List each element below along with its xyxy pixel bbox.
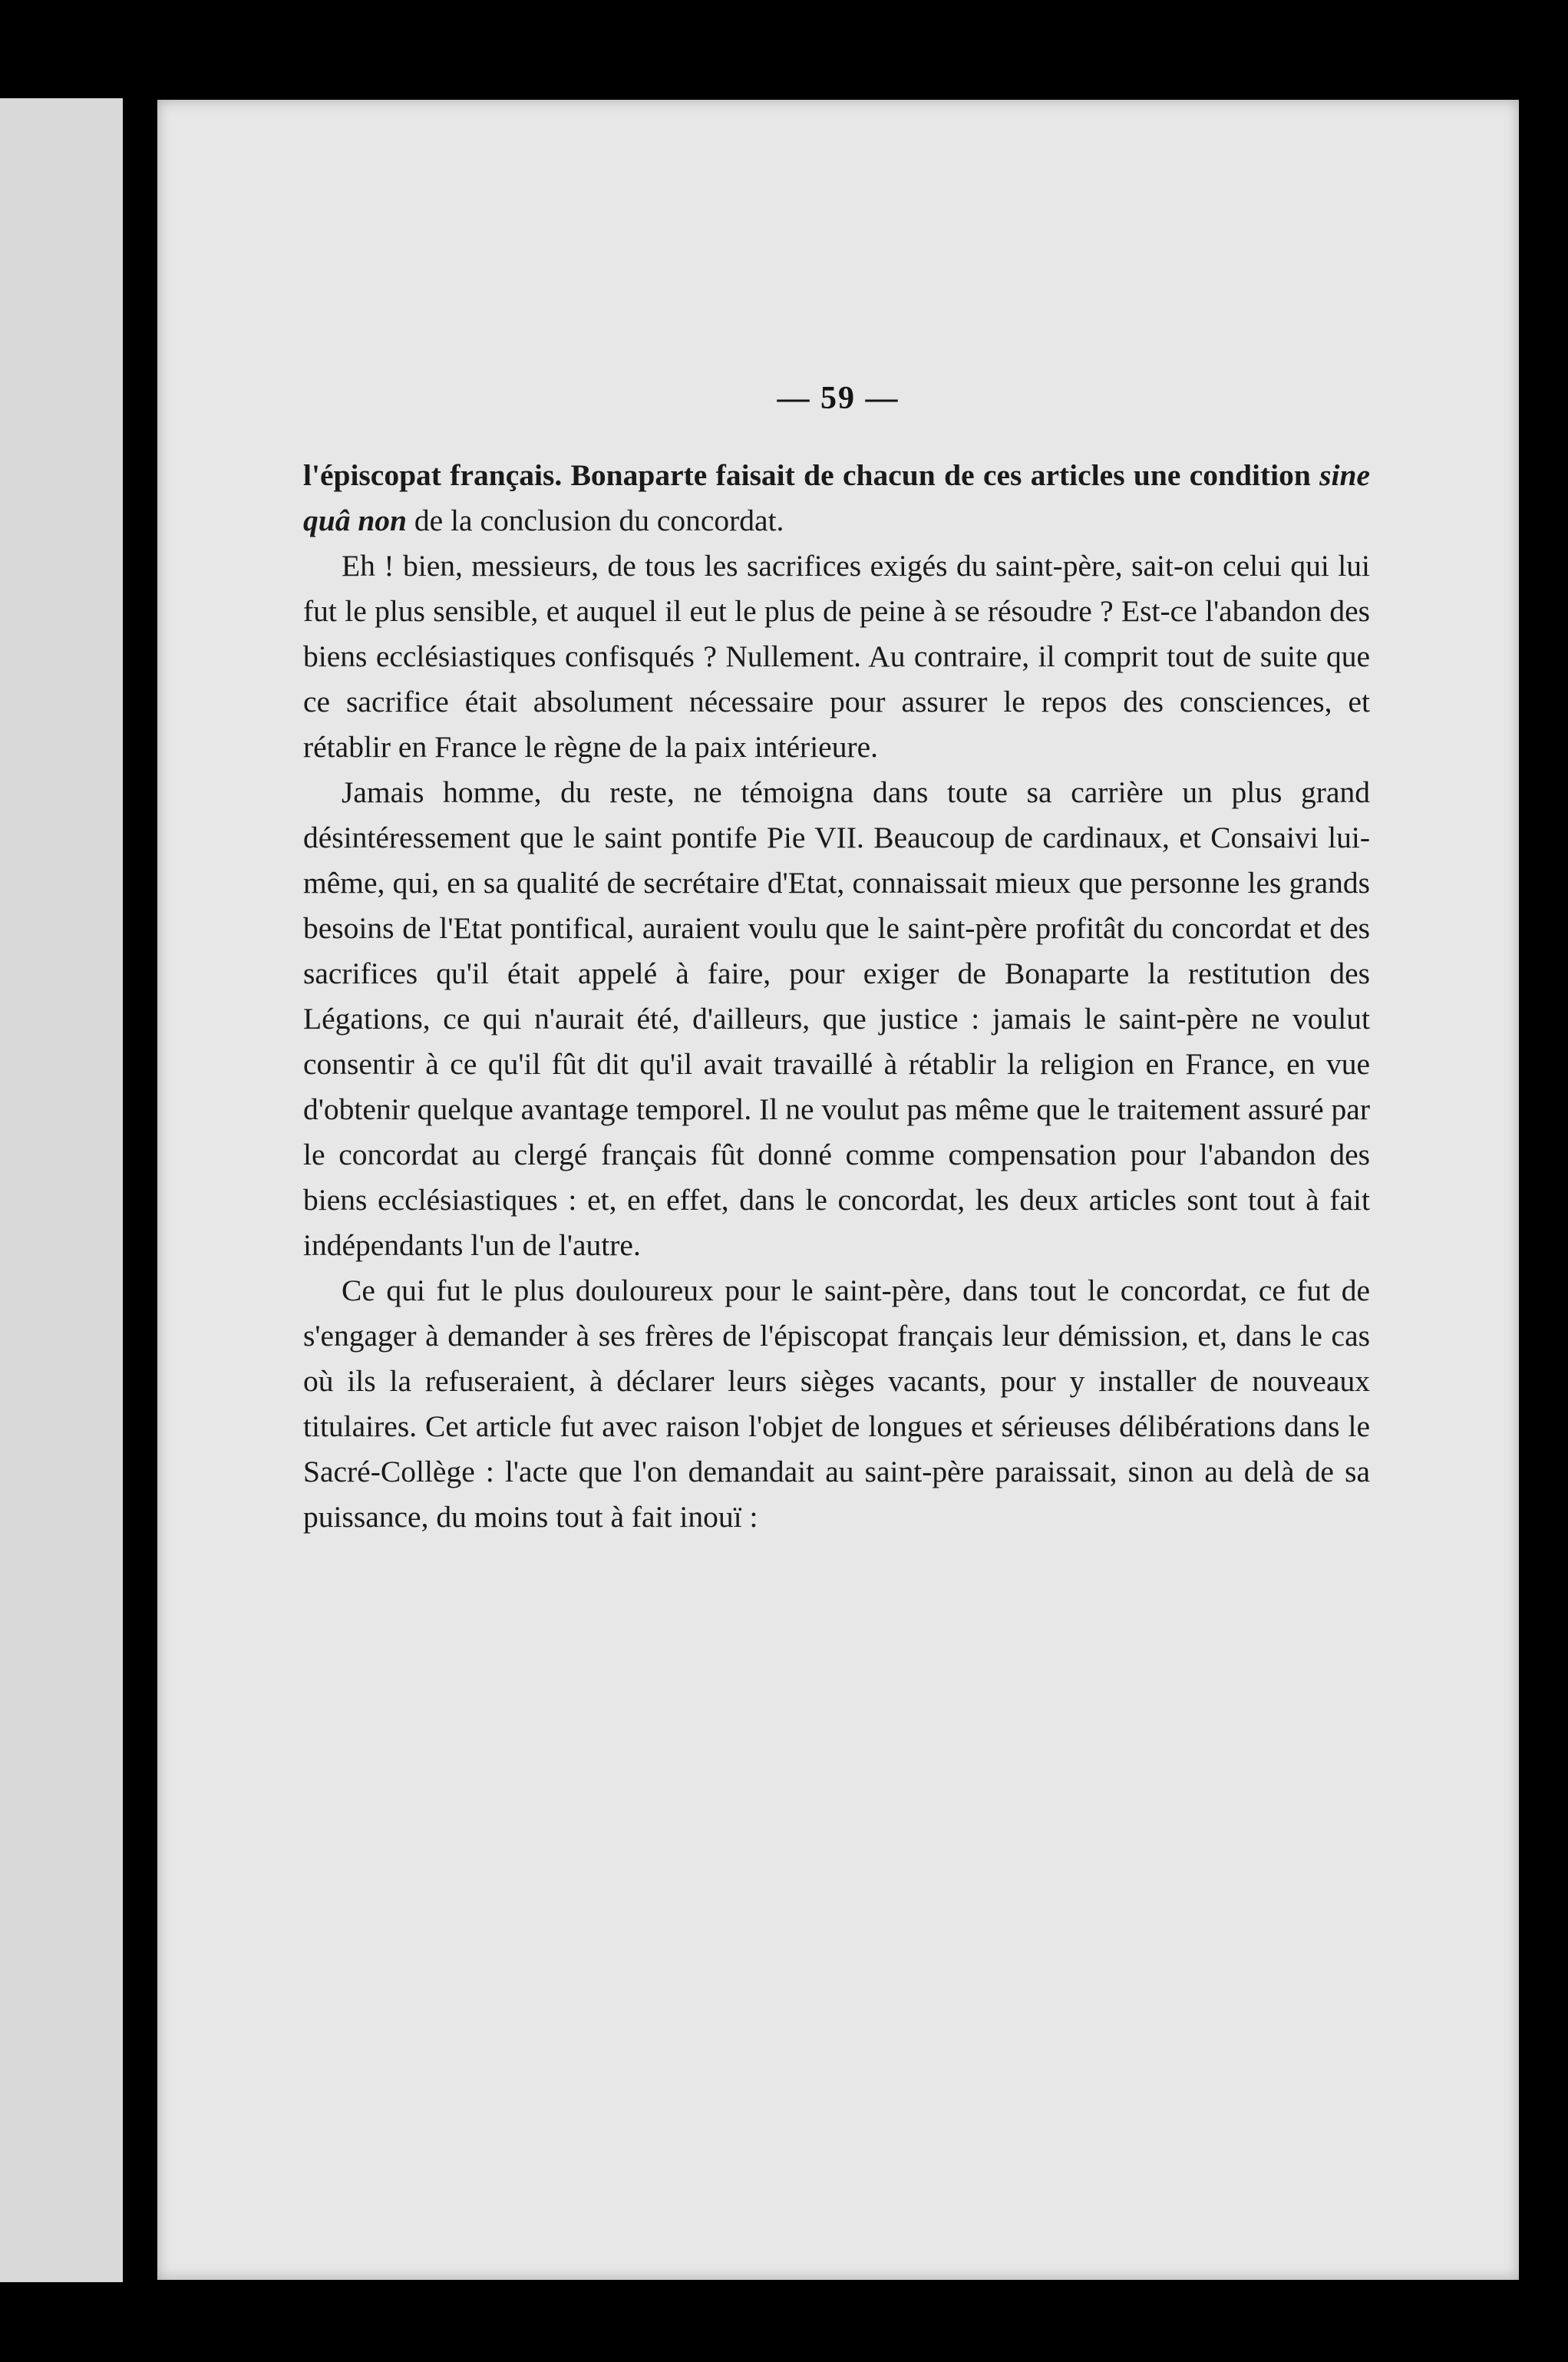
paragraph-3 bbox=[303, 770, 1370, 1268]
text-segment: Bonaparte faisait de chacun de ces articles une condition bbox=[570, 458, 1320, 492]
text-segment: de la conclusion du concordat. bbox=[407, 504, 784, 537]
text-segment: Ce qui fut le plus douloureux pour le saint-père, dans tout le concordat, ce fut de s'engager à demander à ses frères de l'épiscopat français leur démission, et, dans le cas où ils la refuseraient, à déclarer leurs sièges vacants, pour y installer de nouveaux titulaires. Cet article fut avec raison l'objet de longues et sérieuses délibérations dans le Sacré-Collège : l'acte que l'on demandait au saint-père paraissait, sinon au delà de sa puissance, du moins tout à fait inouï : bbox=[303, 1273, 1370, 1534]
text-segment: Eh ! bien, messieurs, de tous les sacrifices exigés du saint-père, sait-on celui qui lui fut le plus sensible, et auquel il eut le plus de peine à se résoudre ? Est-ce l'abandon des biens ecclésiastiques confisqués ? Nullement. Au contraire, il comprit tout de suite que ce sacrifice était absolument nécessaire pour assurer le repos des consciences, et rétablir en France le règne de la paix intérieure. bbox=[303, 549, 1370, 764]
body-text bbox=[303, 453, 1370, 1540]
text-segment: Jamais homme, du reste, ne témoigna dans toute sa carrière un plus grand désintéressement que le saint pontife Pie VII. Beaucoup de cardinaux, et Consaivi lui-même, qui, en sa qualité de secrétaire d'Etat, connaissait mieux que personne les grands besoins de l'Etat pontifical, auraient voulu que le saint-père profitât du concordat et des sacrifices qu'il était appelé à faire, pour exiger de Bonaparte la restitution des Légations, ce qui n'aurait été, d'ailleurs, que justice : jamais le saint-père ne voulut consentir à ce qu'il fût dit qu'il avait travaillé à rétablir la religion en France, en vue d'obtenir quelque avantage temporel. Il ne voulut pas même que le traitement assuré par le concordat au clergé français fût donné comme compensation pour l'abandon des biens ecclésiastiques : et, en effet, dans le concordat, les deux articles sont tout à fait indépendants l'un de l'autre. bbox=[303, 775, 1370, 1262]
paragraph-2 bbox=[303, 543, 1370, 770]
text-segment-italic: sine quâ non bbox=[303, 458, 1371, 537]
text-segment: l'épiscopat français. bbox=[303, 458, 571, 492]
page-number: — 59 — bbox=[777, 381, 900, 416]
book-page bbox=[157, 100, 1519, 2280]
adjacent-page-edge bbox=[0, 98, 123, 2282]
paragraph-4 bbox=[303, 1268, 1370, 1540]
paragraph-1 bbox=[303, 453, 1370, 543]
